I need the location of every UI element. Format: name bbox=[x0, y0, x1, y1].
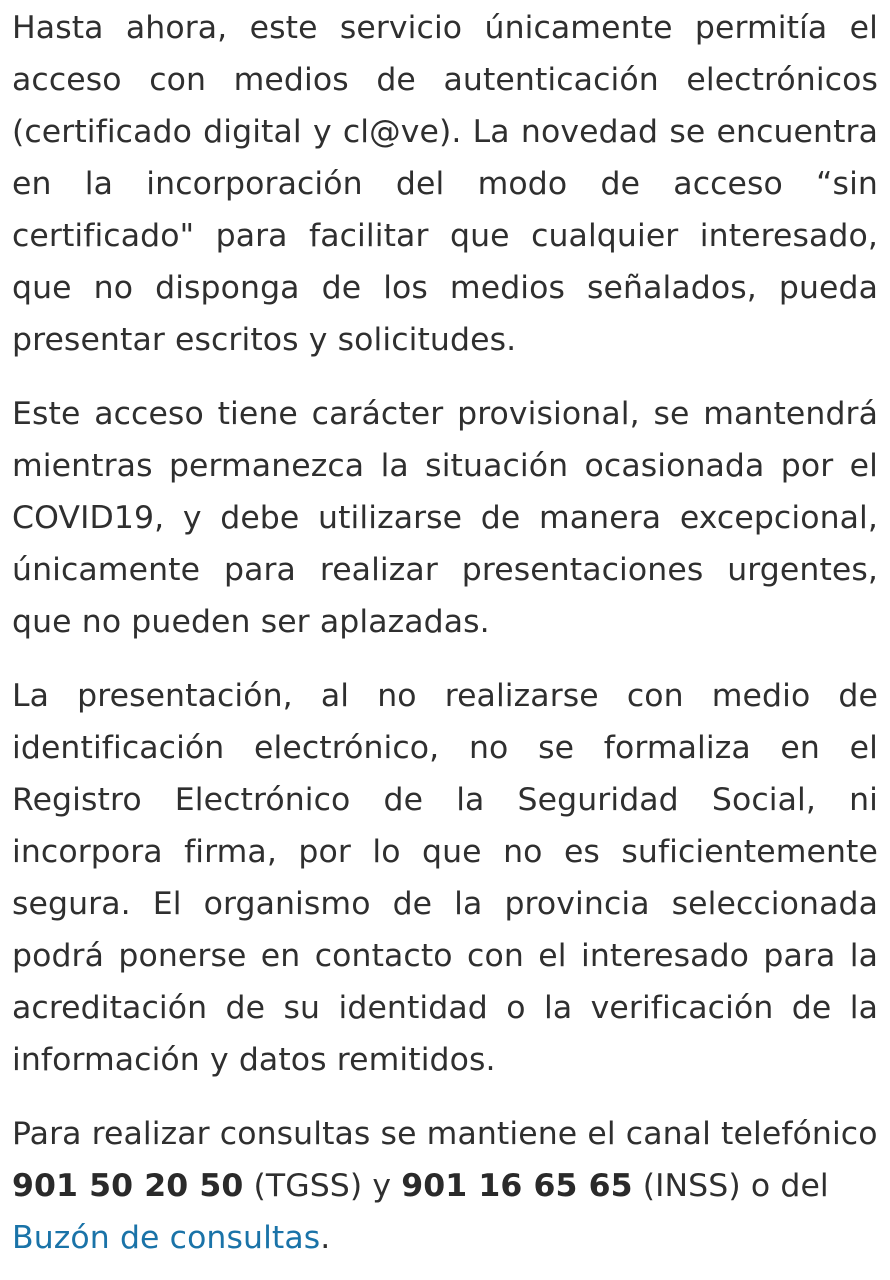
paragraph-security-notice: La presentación, al no realizarse con medio de identificación electrónico, no se formaliza en el Registro Electrónico de la Seguridad Social, ni incorpora firma, por lo que no es suficientemente segura. El organismo de la provincia seleccionada podrá ponerse en contacto con el interesado para la acreditación de su identidad o la verificación de la información y datos remitidos. bbox=[12, 678, 878, 1078]
buzon-consultas-link[interactable]: Buzón de consultas bbox=[12, 1220, 321, 1256]
phone-number-tgss: 901 50 20 50 bbox=[12, 1168, 244, 1204]
contact-end-text: . bbox=[320, 1220, 331, 1256]
phone-number-inss: 901 16 65 65 bbox=[401, 1168, 633, 1204]
contact-label-tgss: (TGSS) y bbox=[243, 1168, 402, 1204]
paragraph-contact bbox=[12, 1108, 878, 1264]
contact-label-inss: (INSS) o del bbox=[632, 1168, 829, 1204]
contact-intro-text: Para realizar consultas se mantiene el canal telefónico bbox=[12, 1116, 878, 1152]
paragraph-access-methods: Hasta ahora, este servicio únicamente permitía el acceso con medios de autenticación electrónicos (certificado digital y cl@ve). La novedad se encuentra en la incorporación del modo de acceso “sin certificado" para facilitar que cualquier interesado, que no disponga de los medios señalados, pueda presentar escritos y solicitudes. bbox=[12, 10, 878, 358]
paragraph-provisional-access: Este acceso tiene carácter provisional, se mantendrá mientras permanezca la situación ocasionada por el COVID19, y debe utilizarse de manera excepcional, únicamente para realizar presentaciones urgentes, que no pueden ser aplazadas. bbox=[12, 396, 878, 640]
